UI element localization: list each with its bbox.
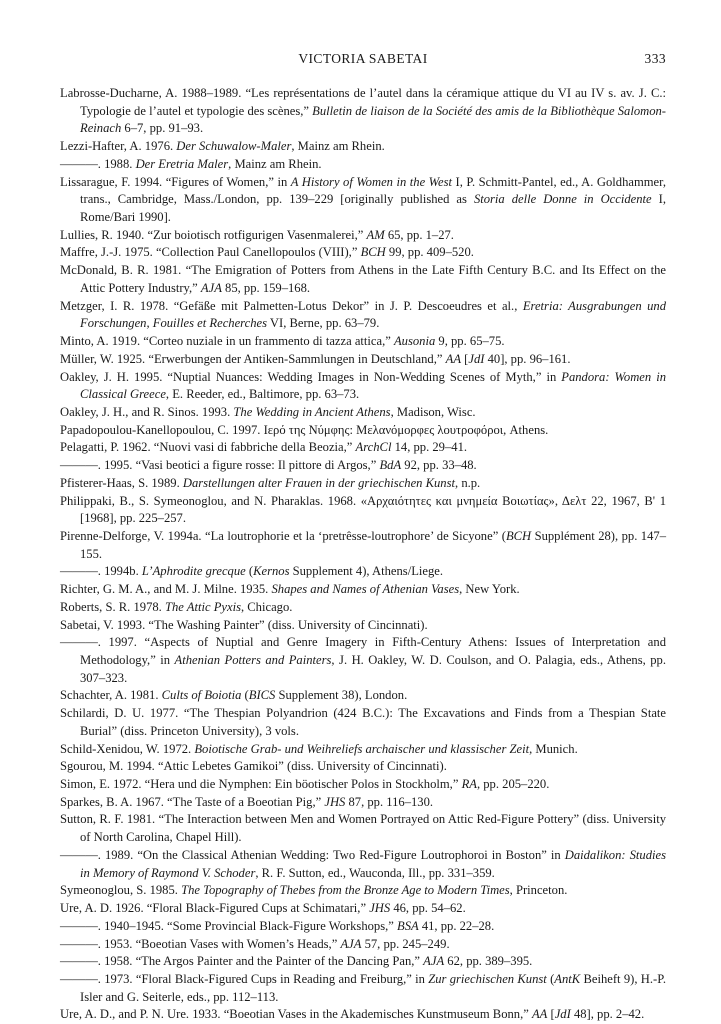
entry-text: McDonald, B. R. 1981. “The Emigration of Potters from Athens in the Late Fifth Century [60,263,533,278]
entry-italic-text: Storia delle Donne in Occidente [473,192,652,207]
bibliography-entry [60,85,666,138]
entry-italic-text: Boiotische Grab- und Weihreliefs archaischer und klassischer Zeit [194,741,530,756]
entry-italic-text: BICS [248,688,276,703]
running-head [60,50,666,68]
entry-text: ———. 1953. “Boeotian Vases with Women’s Heads,” [60,936,341,951]
entry-text: Oakley, J. H., and R. Sinos. 1993. [60,404,234,419]
entry-italic-text: Daidalikon: Studies in Memory of Raymond V. Schoder [80,847,667,880]
entry-text: Supplément 28), pp. 147–155. [80,528,666,561]
bibliography-entry [60,457,666,475]
entry-text: ———. 1958. “The Argos Painter and the Painter of the Dancing Pan,” [60,954,424,969]
entry-text: [ [547,1007,555,1022]
bibliography-entry [60,528,666,563]
bibliography-entry [60,262,666,297]
entry-text: Pirenne-Delforge, V. 1994a. “La loutrophorie et la ‘pretrêsse-loutrophore’ de Sicyone” ( [60,528,506,543]
entry-text: 41, pp. 22–28. [418,918,495,933]
entry-italic-text: JHS [369,901,391,916]
bibliography-entry [60,936,666,954]
bibliography-entry [60,298,666,333]
entry-italic-text: The Wedding in Ancient Athens [233,404,391,419]
entry-italic-text: Eretria: Ausgrabungen und Forschungen, Fouilles et Recherches [80,298,666,331]
entry-text: Pelagatti, P. 1962. “Nuovi vasi di fabbriche della Beozia,” [60,440,356,455]
entry-italic-text: A History of Women in the West [290,174,452,189]
bibliography-list [60,85,666,1024]
bibliography-entry [60,900,666,918]
entry-text: Richter, G. M. A., and M. J. Milne. 1935. [60,582,272,597]
bibliography-entry [60,882,666,900]
entry-text: ———. 1988. [60,156,136,171]
entry-text: 46, pp. 54–62. [390,901,466,916]
entry-text: Lullies, R. 1940. “Zur boiotisch rotfigurigen Vasenmalerei,” [60,227,367,242]
entry-italic-text: ArchCl [355,440,392,455]
entry-text: Oakley, J. H. 1995. “Nuptial Nuances: Wedding Images in Non-Wedding Scenes of Myth,” in [60,369,562,384]
bibliography-entry [60,563,666,581]
entry-text: 92, pp. 33–48. [401,458,477,473]
entry-text: Pfisterer-Haas, S. 1989. [60,475,183,490]
bibliography-entry [60,404,666,422]
entry-text: Beiheft 9), H.-P. Isler and G. Seiterle, eds., pp. 112–113. [80,971,666,1004]
entry-text: Lezzi-Hafter, A. 1976. [60,139,177,154]
entry-text: , n.p. [455,475,481,490]
bibliography-entry [60,617,666,635]
bibliography-entry [60,493,666,528]
entry-text: Müller, W. 1925. “Erwerbungen der Antiken-Sammlungen in Deutschland,” [60,351,446,366]
entry-text: ———. 1940–1945. “Some Provincial Black-Figure Workshops,” [60,918,397,933]
entry-text: and Its Effect on the Attic Pottery Industry,” [80,263,666,295]
bibliography-entry [60,227,666,245]
entry-italic-text: Ausonia [393,334,436,349]
entry-text: ———. 1997. “Aspects of Nuptial and Genre Imagery in Fifth-Century Athens: Issues of Interpretation and Methodology,” in [60,635,666,667]
entry-text: Roberts, S. R. 1978. [60,599,165,614]
entry-text: , New York. [459,582,520,597]
entry-italic-text: Shapes and Names of Athenian Vases [271,582,460,597]
entry-text: 87, pp. 116–130. [345,794,434,809]
entry-italic-text: RA [461,777,477,792]
entry-text: I, Rome/Bari 1990]. [80,192,666,225]
entry-text: ———. 1973. “Floral Black-Figured Cups in Reading and Freiburg,” in [60,971,429,986]
entry-text: Schilardi, D. U. 1977. “The Thespian Polyandrion (424 [60,706,363,721]
entry-italic-text: AJA [340,936,362,951]
entry-italic-text: BCH [505,528,532,543]
entry-text: B.C. [362,706,386,721]
bibliography-entry [60,174,666,227]
entry-italic-text: Kernos [253,564,290,579]
entry-italic-text: AA [531,1007,548,1022]
entry-text: I, P. Schmitt-Pantel, ed., A. Goldhammer, trans., Cambridge, Mass./London, pp. 139–229 [originally published as [80,174,666,207]
bibliography-entry [60,439,666,457]
entry-text: 99, pp. 409–520. [385,245,474,260]
entry-text: 57, pp. 245–249. [361,936,450,951]
entry-text: , E. Reeder, ed., Baltimore, pp. 63–73. [165,387,360,402]
entry-text: 40], pp. 96–161. [484,351,571,366]
bibliography-entry [60,333,666,351]
entry-italic-text: BdA [379,458,402,473]
entry-text: Schild-Xenidou, W. 1972. [60,741,195,756]
bibliography-entry [60,244,666,262]
entry-text: Minto, A. 1919. “Corteo nuziale in un frammento di tazza attica,” [60,334,394,349]
entry-text: ( [546,971,555,986]
entry-italic-text: AJA [200,280,222,295]
entry-text: ): The Excavations and Finds from a Thespian State Burial” (diss. Princeton University), 3 vols. [80,706,666,738]
entry-text: , Mainz am Rhein. [228,156,322,171]
entry-italic-text: Der Eretria Maler [135,156,229,171]
bibliography-entry [60,475,666,493]
bibliography-entry [60,971,666,1006]
running-head-title: VICTORIA SABETAI [298,51,428,66]
entry-text: 62, pp. 389–395. [444,954,533,969]
bibliography-entry [60,705,666,740]
bibliography-entry [60,369,666,404]
entry-text: Lissarague, F. 1994. “Figures of Women,” in [60,174,291,189]
entry-text: Sutton, R. F. 1981. “The Interaction between Men and Women Portrayed on Attic Red-Figure Pottery” (diss. University of North Carolina, Chapel Hill). [60,812,666,845]
entry-text: , Madison, Wisc. [390,404,476,419]
entry-italic-text: AJA [423,954,445,969]
entry-text: Papadopoulou-Kanellopoulou, C. 1997. Ιερό της Νύμφης: Μελανόμορφες λουτροφόροι, Athens. [60,422,549,437]
bibliography-entry [60,847,666,882]
entry-italic-text: AntK [554,971,581,986]
bibliography-entry [60,351,666,369]
bibliography-entry [60,156,666,174]
entry-italic-text: AM [366,227,385,242]
entry-text: , pp. 205–220. [476,777,550,792]
entry-text: B.C. [532,263,556,278]
bibliography-entry [60,687,666,705]
entry-text: [ [461,351,469,366]
entry-italic-text: JdI [468,351,485,366]
entry-text: 14, pp. 29–41. [391,440,468,455]
entry-text: Philippaki, B., S. Symeonoglou, and N. Pharaklas. 1968. «Αρχαιότητες και μνημεία Βοιωτίας», Δελτ 22, 1967, Β' 1 [1968], pp. 225–257. [60,493,666,526]
entry-italic-text: Der Schuwalow-Maler [176,139,292,154]
bibliography-entry [60,918,666,936]
bibliography-entry [60,1006,666,1024]
entry-text: ( [241,688,249,703]
entry-italic-text: BSA [397,918,419,933]
entry-text: Supplement 38), London. [275,688,408,703]
bibliography-entry [60,794,666,812]
entry-text: ( [245,564,254,579]
bibliography-entry [60,138,666,156]
entry-italic-text: Bulletin de liaison de la Société des amis de la Bibliothèque Salomon-Reinach [80,103,667,136]
entry-text: , J. H. Oakley, W. D. Coulson, and O. Palagia, eds., Athens, pp. 307–323. [80,653,666,685]
entry-text: ———. 1995. “Vasi beotici a figure rosse: Il pittore di Argos,” [60,458,380,473]
entry-text: , Princeton. [509,883,568,898]
entry-text: Symeonoglou, S. 1985. [60,883,182,898]
page-number: 333 [644,51,666,66]
entry-text: Metzger, I. R. 1978. “Gefäße mit Palmetten-Lotus Dekor” in J. P. Descoeudres et al., [60,298,523,313]
entry-text: Simon, E. 1972. “Hera und die Nymphen: Ein böotischer Polos in Stockholm,” [60,777,462,792]
bibliography-entry [60,811,666,846]
entry-italic-text: L’Aphrodite grecque [141,564,246,579]
entry-italic-text: Pandora: Women in Classical Greece [80,369,666,402]
entry-italic-text: AA [445,351,462,366]
entry-italic-text: The Attic Pyxis [164,599,241,614]
entry-italic-text: Zur griechischen Kunst [428,971,547,986]
entry-text: Maffre, J.-J. 1975. “Collection Paul Canellopoulos (VIII),” [60,245,361,260]
bibliography-entry [60,581,666,599]
bibliography-entry [60,634,666,687]
bibliography-entry [60,599,666,617]
entry-text: Sgourou, M. 1994. “Attic Lebetes Gamikoi” (diss. University of Cincinnati). [60,759,447,774]
bibliography-entry [60,776,666,794]
entry-italic-text: Cults of Boiotia [161,688,242,703]
bibliography-entry [60,953,666,971]
entry-text: Supplement 4), Athens/Liege. [289,564,444,579]
entry-italic-text: Athenian Potters and Painters [174,653,332,667]
entry-italic-text: The Topography of Thebes from the Bronze Age to Modern Times [181,883,510,898]
entry-text: 48], pp. 2–42. [570,1007,645,1022]
entry-text: , Munich. [529,741,578,756]
entry-text: 6–7, pp. 91–93. [121,121,204,136]
entry-text: , Chicago. [240,599,293,614]
entry-text: VI, Berne, pp. 63–79. [266,316,380,331]
entry-text: Sabetai, V. 1993. “The Washing Painter” (diss. University of Cincinnati). [60,617,428,632]
entry-text: 65, pp. 1–27. [384,227,454,242]
bibliography-entry [60,741,666,759]
entry-italic-text: Darstellungen alter Frauen in der griechischen Kunst [182,475,456,490]
entry-italic-text: JdI [554,1007,571,1022]
entry-text: , R. F. Sutton, ed., Wauconda, Ill., pp. 331–359. [255,865,495,880]
entry-text: ———. 1989. “On the Classical Athenian Wedding: Two Red-Figure Loutrophoroi in Boston” in [60,847,565,862]
entry-italic-text: JHS [324,794,346,809]
entry-italic-text: BCH [360,245,386,260]
entry-text: Ure, A. D. 1926. “Floral Black-Figured Cups at Schimatari,” [60,901,370,916]
entry-text: Schachter, A. 1981. [60,688,162,703]
entry-text: Sparkes, B. A. 1967. “The Taste of a Boeotian Pig,” [60,794,325,809]
bibliography-entry [60,758,666,776]
entry-text: , Mainz am Rhein. [291,139,385,154]
entry-text: Labrosse-Ducharne, A. 1988–1989. “Les représentations de l’autel dans la céramique attique du VI au IV s. av. J. C.: Typologie de l’autel et typologie des scènes,” [60,86,666,118]
entry-text: ———. 1994b. [60,564,142,579]
entry-text: 85, pp. 159–168. [221,280,311,295]
entry-text: Ure, A. D., and P. N. Ure. 1933. “Boeotian Vases in the Akademisches Kunstmuseum Bonn,” [60,1007,532,1022]
entry-text: 9, pp. 65–75. [435,334,505,349]
bibliography-entry [60,422,666,440]
